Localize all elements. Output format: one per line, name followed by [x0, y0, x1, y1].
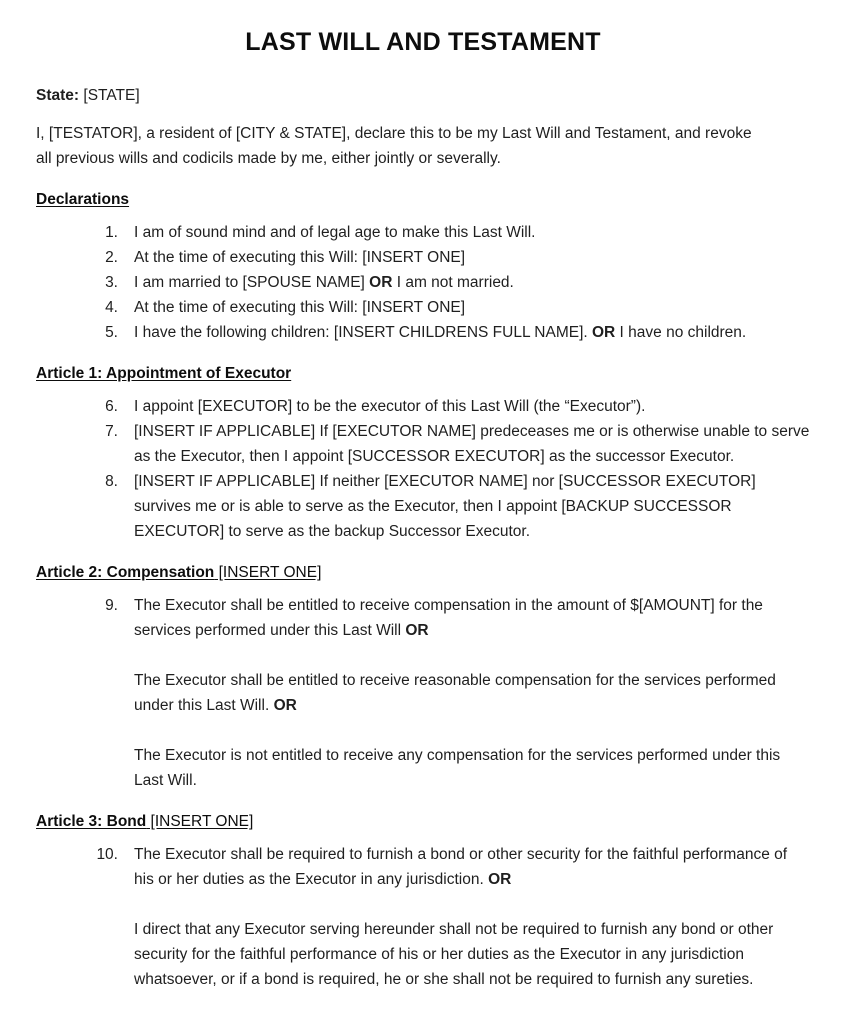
- clause-list: [36, 220, 810, 345]
- clause-text: The Executor shall be entitled to receive reasonable compensation for the services performed under this Last Will.: [134, 671, 776, 714]
- section-heading-underline: [36, 813, 253, 830]
- clause-text: I am of sound mind and of legal age to make this Last Will.: [134, 223, 536, 241]
- section-heading: [36, 809, 810, 834]
- section-heading-main: Article 2: Compensation: [36, 563, 215, 581]
- emphasis-or: OR: [592, 323, 616, 341]
- section-heading: [36, 560, 810, 585]
- section-heading: [36, 361, 810, 386]
- clause-item: [36, 295, 810, 320]
- section-heading-underline: [36, 365, 291, 382]
- clause-text: [INSERT IF APPLICABLE] If neither [EXECUTOR NAME] nor [SUCCESSOR EXECUTOR] survives me or is able to serve as the Executor, then I appoint [BACKUP SUCCESSOR EXECUTOR] to serve as the backup Successor Executor.: [134, 472, 756, 540]
- section-heading-underline: [36, 191, 129, 208]
- clause-text: At the time of executing this Will: [INSERT ONE]: [134, 248, 466, 266]
- clause-number: 8.: [105, 472, 118, 490]
- section-heading-main: Declarations: [36, 190, 130, 208]
- clause-alternative-option: [134, 668, 810, 718]
- clause-list: [36, 842, 810, 992]
- section-declarations: [36, 187, 810, 345]
- clause-number: 6.: [105, 397, 118, 415]
- clause-item: [36, 394, 810, 419]
- clause-item: [36, 270, 810, 295]
- section-article-3: [36, 809, 810, 992]
- clause-number: 2.: [105, 248, 118, 266]
- section-article-1: [36, 361, 810, 544]
- clause-alternative-option: [134, 743, 810, 793]
- section-article-2: [36, 560, 810, 793]
- clause-text: [INSERT IF APPLICABLE] If [EXECUTOR NAME] predeceases me or is otherwise unable to serve as the Executor, then I appoint [SUCCESSOR EXECUTOR] as the successor Executor.: [134, 422, 810, 465]
- clause-item: [36, 469, 810, 544]
- section-heading: [36, 187, 810, 212]
- section-heading-underline: [36, 564, 321, 581]
- clause-list: [36, 394, 810, 544]
- clause-alternative-option: [134, 917, 810, 992]
- clause-text: The Executor shall be required to furnish a bond or other security for the faithful performance of his or her duties as the Executor in any jurisdiction.: [134, 845, 788, 888]
- emphasis-or: OR: [488, 870, 512, 888]
- clause-text: I have no children.: [615, 323, 747, 341]
- clause-text: I appoint [EXECUTOR] to be the executor of this Last Will (the “Executor”).: [134, 397, 646, 415]
- clause-number: 4.: [105, 298, 118, 316]
- clause-number: 10.: [96, 845, 118, 863]
- clause-text: The Executor shall be entitled to receive compensation in the amount of $[AMOUNT] for the services performed under this Last Will: [134, 596, 763, 639]
- clause-text: I am married to [SPOUSE NAME]: [134, 273, 370, 291]
- clause-text: I am not married.: [392, 273, 514, 291]
- section-heading-sub: [INSERT ONE]: [146, 812, 254, 830]
- clause-text: At the time of executing this Will: [INSERT ONE]: [134, 298, 466, 316]
- clause-item: [36, 220, 810, 245]
- state-label: State:: [36, 86, 80, 104]
- clause-item: [36, 419, 810, 469]
- clause-item: [36, 593, 810, 793]
- section-heading-sub: [INSERT ONE]: [214, 563, 322, 581]
- clause-number: 5.: [105, 323, 118, 341]
- clause-number: 9.: [105, 596, 118, 614]
- emphasis-or: OR: [369, 273, 393, 291]
- clause-number: 3.: [105, 273, 118, 291]
- clause-text: I have the following children: [INSERT CHILDRENS FULL NAME].: [134, 323, 592, 341]
- clause-text: I direct that any Executor serving hereunder shall not be required to furnish any bond or other security for the faithful performance of his or her duties as the Executor in any jurisdiction whatsoever, or if a bond is required, he or she shall not be required to furnish any sureties.: [134, 920, 774, 988]
- state-value-text: [STATE]: [83, 86, 140, 104]
- intro-paragraph: I, [TESTATOR], a resident of [CITY & STATE], declare this to be my Last Will and Testament, and revoke all previous wills and codicils made by me, either jointly or severally.: [36, 124, 752, 167]
- clause-number: 1.: [105, 223, 118, 241]
- page-title: LAST WILL AND TESTAMENT: [245, 28, 601, 56]
- section-heading-main: Article 1: Appointment of Executor: [36, 364, 292, 382]
- state-line: [36, 83, 764, 108]
- clause-list: [36, 593, 810, 793]
- clause-number: 7.: [105, 422, 118, 440]
- clause-text: The Executor is not entitled to receive any compensation for the services performed under this Last Will.: [134, 746, 781, 789]
- clause-item: [36, 842, 810, 992]
- section-heading-main: Article 3: Bond: [36, 812, 147, 830]
- clause-item: [36, 320, 810, 345]
- emphasis-or: OR: [405, 621, 429, 639]
- clause-item: [36, 245, 810, 270]
- emphasis-or: OR: [273, 696, 297, 714]
